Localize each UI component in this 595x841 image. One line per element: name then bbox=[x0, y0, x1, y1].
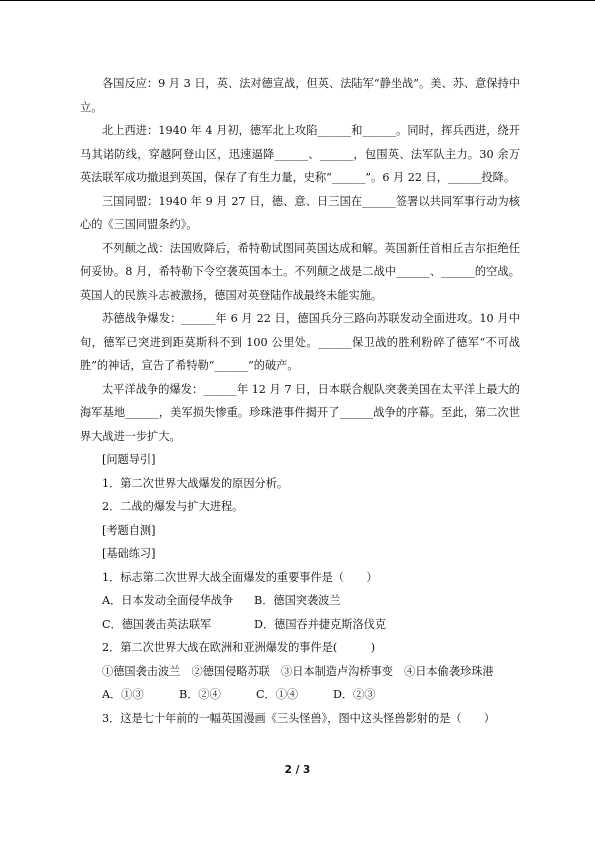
option: A．日本发动全面侵华战争 bbox=[102, 594, 234, 607]
option: C．①④ bbox=[256, 688, 299, 701]
option: C．德国袭击英法联军 bbox=[102, 617, 212, 631]
question-2-items: ①德国袭击波兰 ②德国侵略苏联 ③日本制造卢沟桥事变 ④日本偷袭珍珠港 bbox=[102, 664, 494, 678]
question-1-options-row-1 bbox=[80, 589, 520, 613]
guide-item: 2．二战的爆发与扩大进程。 bbox=[102, 500, 244, 513]
paragraph-north-west: 北上西进：1940 年 4 月初，德军北上攻陷______和______。同时，挥兵西进，绕开马其诺防线，穿越阿登山区，迅速逼降______、______，包围英、法军队主力。30 余万英法联军成功撤退到英国，保存了有生力量，史称“______”。6 月 22 日，______投降。 bbox=[80, 124, 520, 184]
practice-heading: [基础练习] bbox=[102, 547, 156, 560]
document-body bbox=[80, 72, 520, 730]
paragraph-reactions: 各国反应：9 月 3 日，英、法对德宣战，但英、法陆军“静坐战”。美、苏、意保持中立。 bbox=[80, 77, 520, 114]
question-2-options bbox=[80, 683, 520, 707]
paragraph-pacific: 太平洋战争的爆发：______年 12 月 7 日，日本联合舰队突袭美国在太平洋上最大的海军基地______，美军损失惨重。珍珠港事件揭开了______战争的序幕。至此，第二次世界大战进一步扩大。 bbox=[80, 382, 520, 443]
guide-item: 1．第二次世界大战爆发的原因分析。 bbox=[102, 476, 289, 490]
paragraph-tripartite: 三国同盟：1940 年 9 月 27 日，德、意、日三国在______签署以共同军事行动为核心的《三国同盟条约》。 bbox=[80, 194, 520, 231]
selftest-heading: [考题自测] bbox=[102, 523, 156, 537]
option: B．②④ bbox=[179, 688, 221, 701]
question-2: 2．第二次世界大战在欧洲和亚洲爆发的事件是( ) bbox=[102, 641, 376, 654]
option: D．德国吞并捷克斯洛伐克 bbox=[254, 617, 387, 631]
question-1-options-row-2 bbox=[80, 613, 520, 637]
guide-heading: [问题导引] bbox=[102, 453, 156, 466]
option: B．德国突袭波兰 bbox=[254, 594, 341, 607]
paragraph-soviet-german: 苏德战争爆发：______年 6 月 22 日，德国兵分三路向苏联发动全面进攻。10 月中旬，德军已突进到距莫斯科不到 100 公里处。______保卫战的胜利粉碎了德军“不可战胜”的神话，宣告了希特勒“______”的破产。 bbox=[80, 312, 520, 372]
question-1: 1．标志第二次世界大战全面爆发的重要事件是（ ） bbox=[102, 570, 378, 584]
question-3: 3．这是七十年前的一幅英国漫画《三头怪兽》，图中这头怪兽影射的是（ ） bbox=[102, 711, 496, 725]
option: D．②③ bbox=[333, 688, 376, 701]
option: A．①③ bbox=[102, 688, 144, 701]
page-number: 2 / 3 bbox=[284, 764, 311, 776]
paragraph-britain: 不列颠之战：法国败降后，希特勒试图同英国达成和解。英国新任首相丘吉尔拒绝任何妥协。8 月，希特勒下令空袭英国本土。不列颠之战是二战中______、______的空战。英国人的民族斗志被激扬，德国对英登陆作战最终未能实施。 bbox=[80, 241, 520, 302]
header-rule bbox=[0, 0, 595, 1]
